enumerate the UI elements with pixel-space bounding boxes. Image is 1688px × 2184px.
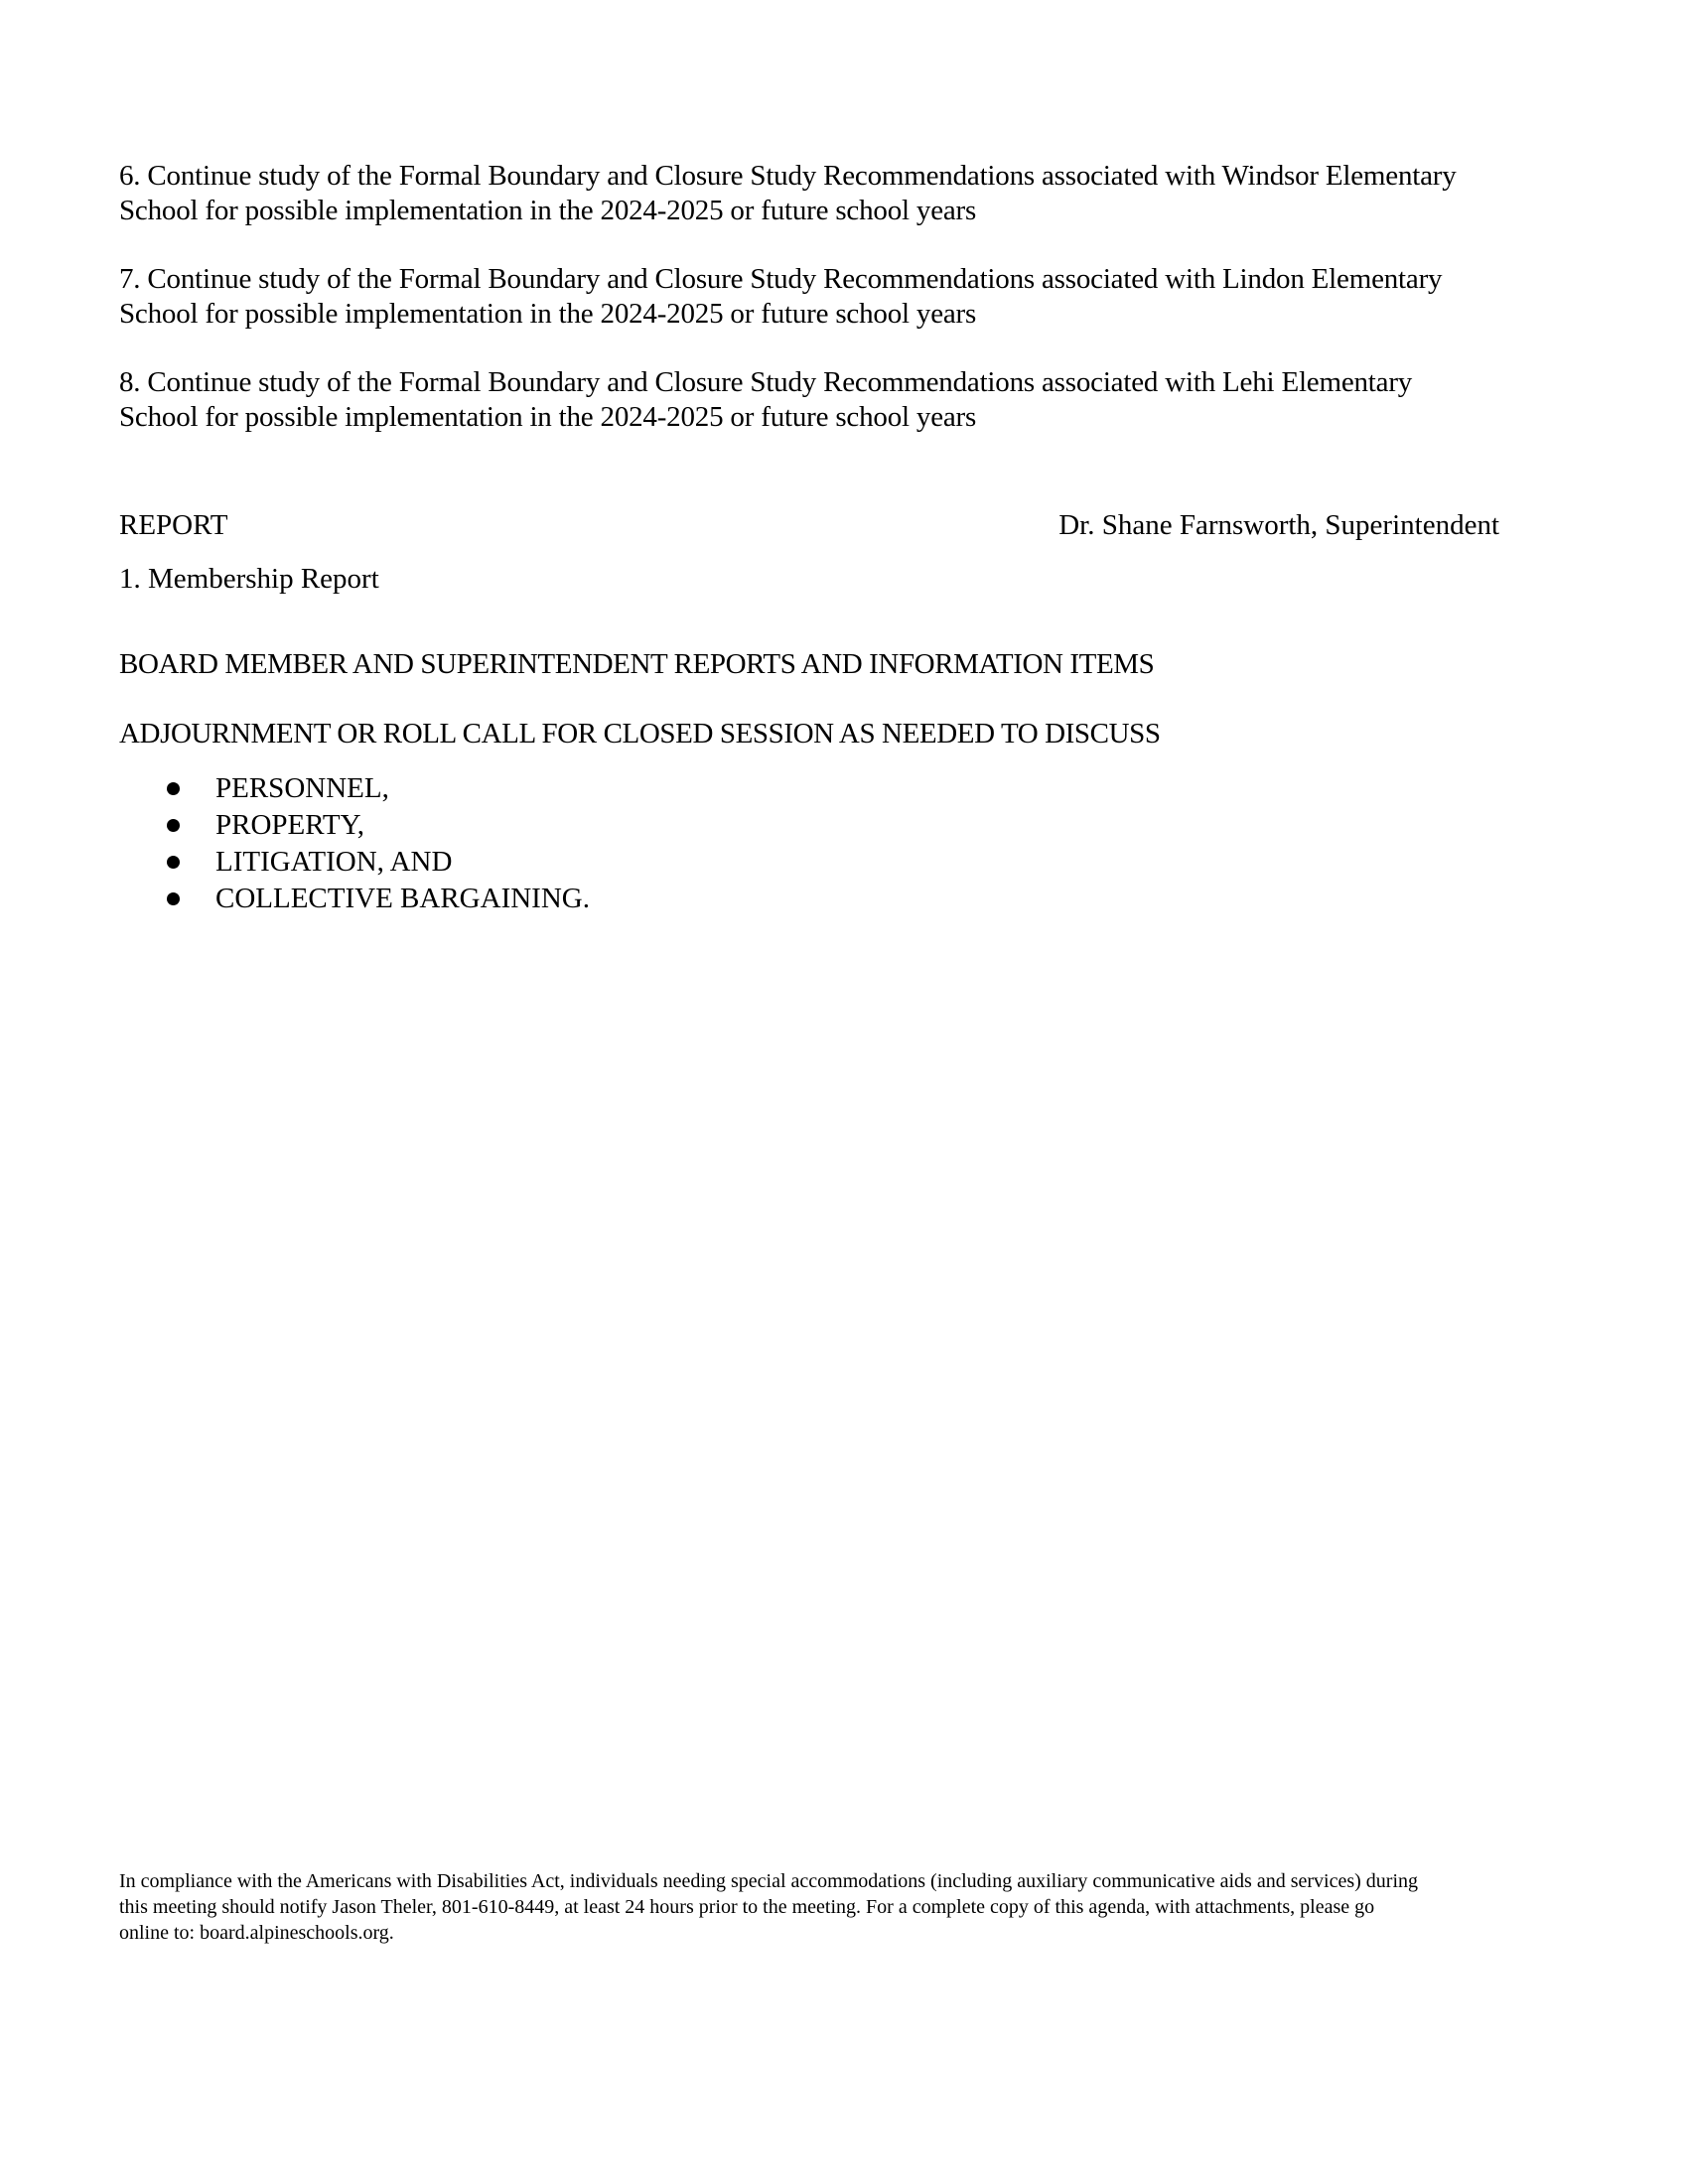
list-item [167,881,590,917]
agenda-item-6-line1: 6. Continue study of the Formal Boundary and Closure Study Recommendations associated with Windsor Elementary [119,160,1457,192]
membership-report-item: 1. Membership Report [119,563,379,595]
list-item [167,844,590,881]
agenda-item-6 [119,159,1569,228]
bullet-icon [167,782,180,795]
bullet-icon [167,892,180,905]
agenda-item-7-line2: School for possible implementation in the 2024-2025 or future school years [119,298,977,330]
report-heading: REPORT [119,509,228,541]
footer-line-3: online to: board.alpineschools.org. [119,1922,394,1944]
agenda-item-8 [119,365,1569,435]
adjournment-heading: ADJOURNMENT OR ROLL CALL FOR CLOSED SESSION AS NEEDED TO DISCUSS [119,718,1161,750]
report-section-header [119,508,1499,543]
topic-label: PROPERTY, [215,809,365,841]
agenda-item-8-line2: School for possible implementation in the 2024-2025 or future school years [119,401,977,433]
closed-session-topics-list [167,770,590,917]
ada-compliance-footer [119,1868,1569,1946]
bullet-icon [167,819,180,832]
footer-line-2: this meeting should notify Jason Theler, 801-610-8449, at least 24 hours prior to the meeting. For a complete copy of this agenda, with attachments, please go [119,1896,1375,1918]
list-item [167,770,590,807]
report-presenter: Dr. Shane Farnsworth, Superintendent [1058,509,1499,541]
agenda-item-6-line2: School for possible implementation in the 2024-2025 or future school years [119,195,977,226]
agenda-item-7-line1: 7. Continue study of the Formal Boundary and Closure Study Recommendations associated with Lindon Elementary [119,263,1443,295]
topic-label: PERSONNEL, [215,772,389,804]
agenda-item-8-line1: 8. Continue study of the Formal Boundary and Closure Study Recommendations associated with Lehi Elementary [119,366,1413,398]
board-reports-heading: BOARD MEMBER AND SUPERINTENDENT REPORTS AND INFORMATION ITEMS [119,648,1155,680]
bullet-icon [167,856,180,869]
agenda-item-7 [119,262,1569,332]
topic-label: LITIGATION, AND [215,846,453,878]
topic-label: COLLECTIVE BARGAINING. [215,883,590,914]
list-item [167,807,590,844]
footer-line-1: In compliance with the Americans with Disabilities Act, individuals needing special accommodations (including auxiliary communicative aids and services) during [119,1870,1418,1892]
